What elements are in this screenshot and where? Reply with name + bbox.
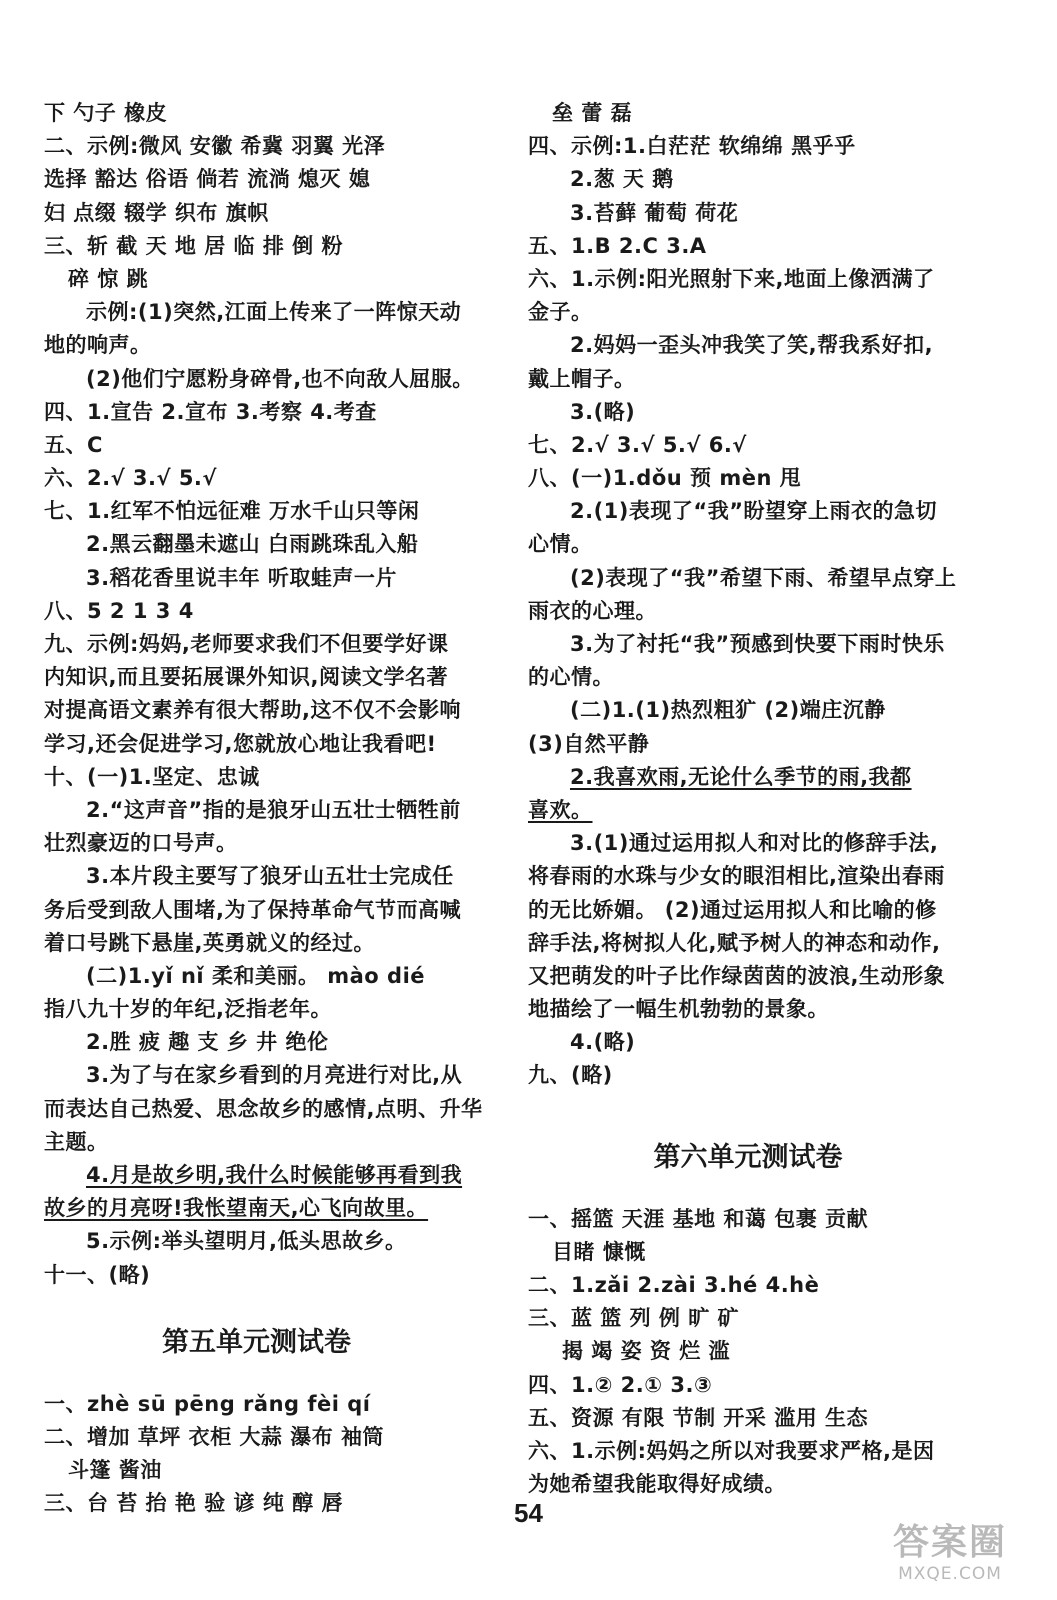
answer-line: 2.“这声音”指的是狼牙山五壮士牺牲前 — [86, 797, 461, 822]
answer-line: 的心情。 — [528, 665, 614, 690]
answer-line: 务后受到敌人围堵,为了保持革命气节而高喊 — [44, 897, 461, 922]
answer-line: 2.(1)表现了“我”盼望穿上雨衣的急切 — [570, 499, 937, 524]
answer-line: 对提高语文素养有很大帮助,这不仅不会影响 — [44, 698, 461, 723]
section-title-unit-6: 第六单元测试卷 — [653, 1141, 843, 1173]
answer-line: 二、1.zǎi 2.zài 3.hé 4.hè — [528, 1273, 820, 1297]
answer-line: (二)1.(1)热烈粗犷 (2)端庄沉静 — [570, 698, 886, 723]
answer-line: 喜欢。 — [528, 797, 593, 822]
answer-line: 七、2.√ 3.√ 5.√ 6.√ — [528, 432, 747, 457]
answer-line: 揭 竭 姿 资 烂 滥 — [562, 1339, 731, 1364]
left-column — [44, 97, 483, 1521]
answer-line: 又把萌发的叶子比作绿茵茵的波浪,生动形象 — [528, 963, 945, 988]
answer-line: 为她希望我能取得好成绩。 — [528, 1472, 786, 1497]
answer-line: 地的响声。 — [44, 333, 152, 358]
answer-line: 内知识,而且要拓展课外知识,阅读文学名著 — [44, 665, 448, 690]
page-number: 54 — [514, 1498, 543, 1528]
answer-line: 八、(一)1.dǒu 预 mèn 甩 — [528, 466, 802, 491]
answer-line: 着口号跳下悬崖,英勇就义的经过。 — [44, 930, 375, 955]
answer-line: 五、C — [44, 432, 103, 457]
answer-line: 4.月是故乡明,我什么时候能够再看到我 — [86, 1163, 463, 1187]
answer-line: 3.稻花香里说丰年 听取蛙声一片 — [86, 565, 397, 590]
answer-line: 三、蓝 篮 列 例 旷 矿 — [528, 1306, 740, 1331]
answer-line: 选择 豁达 俗语 倘若 流淌 熄灭 媳 — [44, 167, 371, 192]
answer-line: 妇 点缀 辍学 织布 旗帜 — [44, 200, 269, 225]
answer-line: 垒 蕾 磊 — [552, 101, 633, 125]
answer-line: 2.黑云翻墨未遮山 白雨跳珠乱入船 — [86, 532, 419, 557]
answer-line: 二、示例:微风 安徽 希冀 羽翼 光泽 — [44, 134, 386, 159]
answer-line: 八、5 2 1 3 4 — [44, 598, 194, 623]
answer-line: 5.示例:举头望明月,低头思故乡。 — [86, 1229, 407, 1254]
answer-line: 金子。 — [528, 300, 593, 325]
answer-line: 将春雨的水珠与少女的眼泪相比,渲染出春雨 — [528, 864, 945, 889]
answer-line: 3.为了与在家乡看到的月亮进行对比,从 — [86, 1063, 463, 1088]
answer-line: 五、1.B 2.C 3.A — [528, 233, 707, 258]
answer-line: 主题。 — [44, 1129, 109, 1154]
answer-line: 九、(略) — [528, 1063, 613, 1088]
answer-line: 一、zhè sū pēng rǎng fèi qí — [44, 1391, 371, 1416]
answer-line: 3.苔藓 葡萄 荷花 — [570, 200, 739, 225]
answer-line: 学习,还会促进学习,您就放心地让我看吧! — [44, 731, 437, 756]
answer-line: 三、台 苔 抬 艳 验 谚 纯 醇 唇 — [44, 1491, 343, 1516]
answer-line: 三、斩 截 天 地 居 临 排 倒 粉 — [44, 233, 343, 258]
answer-line: 2.胜 疲 趣 支 乡 井 绝伦 — [86, 1030, 329, 1055]
answer-line: 四、示例:1.白茫茫 软绵绵 黑乎乎 — [528, 134, 856, 159]
answer-line: 壮烈豪迈的口号声。 — [44, 831, 238, 856]
answer-line: 的无比娇媚。 (2)通过运用拟人和比喻的修 — [528, 897, 937, 922]
watermark-url: MXQE.COM — [898, 1564, 1002, 1584]
answer-line: 一、摇篮 天涯 基地 和蔼 包裹 贡献 — [528, 1206, 869, 1231]
answer-line: 3.本片段主要写了狼牙山五壮士完成任 — [86, 864, 454, 889]
answer-line: (3)自然平静 — [528, 731, 650, 756]
answer-line: 雨衣的心理。 — [528, 598, 657, 623]
answer-line: 斗篷 酱油 — [68, 1458, 162, 1483]
answer-line: (2)表现了“我”希望下雨、希望早点穿上 — [570, 565, 957, 590]
answer-line: 2.我喜欢雨,无论什么季节的雨,我都 — [570, 764, 912, 789]
answer-line: 地描绘了一幅生机勃勃的景象。 — [528, 997, 829, 1022]
answer-line: 七、1.红军不怕远征难 万水千山只等闲 — [44, 499, 420, 524]
answer-line: 4.(略) — [570, 1030, 636, 1055]
answer-line: 辞手法,将树拟人化,赋予树人的神态和动作, — [528, 930, 941, 955]
answer-line: 戴上帽子。 — [528, 366, 636, 391]
answer-line: 3.(1)通过运用拟人和对比的修辞手法, — [570, 831, 939, 856]
answer-line: 五、资源 有限 节制 开采 滥用 生态 — [528, 1405, 869, 1430]
answer-line: 下 勺子 橡皮 — [44, 101, 168, 125]
answer-line: (2)他们宁愿粉身碎骨,也不向敌人屈服。 — [86, 366, 474, 391]
answer-line: 示例:(1)突然,江面上传来了一阵惊天动 — [86, 300, 462, 325]
answer-line: 十、(一)1.坚定、忠诚 — [44, 764, 260, 789]
answer-line: 六、2.√ 3.√ 5.√ — [44, 466, 217, 491]
answer-line: 2.妈妈一歪头冲我笑了笑,帮我系好扣, — [570, 333, 934, 358]
answer-line: 故乡的月亮呀!我怅望南天,心飞向故里。 — [44, 1196, 429, 1221]
answer-line: 3.(略) — [570, 399, 636, 424]
right-column — [528, 97, 968, 1501]
answer-line: 而表达自己热爱、思念故乡的感情,点明、升华 — [44, 1096, 483, 1121]
answer-line: 六、1.示例:妈妈之所以对我要求严格,是因 — [528, 1438, 935, 1463]
section-title-unit-5: 第五单元测试卷 — [162, 1326, 351, 1358]
answer-line: 六、1.示例:阳光照射下来,地面上像洒满了 — [528, 266, 935, 291]
watermark-text: 答案圈 — [892, 1521, 1007, 1563]
answer-line: 碎 惊 跳 — [68, 266, 149, 291]
answer-line: 二、增加 草坪 衣柜 大蒜 瀑布 袖筒 — [44, 1424, 385, 1449]
watermark-logo — [865, 1520, 1035, 1596]
answer-line: 心情。 — [528, 532, 593, 557]
answer-line: 四、1.② 2.① 3.③ — [528, 1372, 713, 1397]
answer-line: 十一、(略) — [44, 1262, 151, 1287]
answer-line: 3.为了衬托“我”预感到快要下雨时快乐 — [570, 632, 945, 656]
answer-line: 指八九十岁的年纪,泛指老年。 — [44, 997, 332, 1022]
answer-line: (二)1.yǐ nǐ 柔和美丽。 mào dié — [86, 963, 426, 988]
answer-line: 目睹 慷慨 — [552, 1239, 646, 1264]
answer-line: 四、1.宣告 2.宣布 3.考察 4.考查 — [44, 399, 377, 424]
answer-line: 九、示例:妈妈,老师要求我们不但要学好课 — [44, 632, 449, 656]
answer-line: 2.葱 天 鹅 — [570, 167, 674, 192]
